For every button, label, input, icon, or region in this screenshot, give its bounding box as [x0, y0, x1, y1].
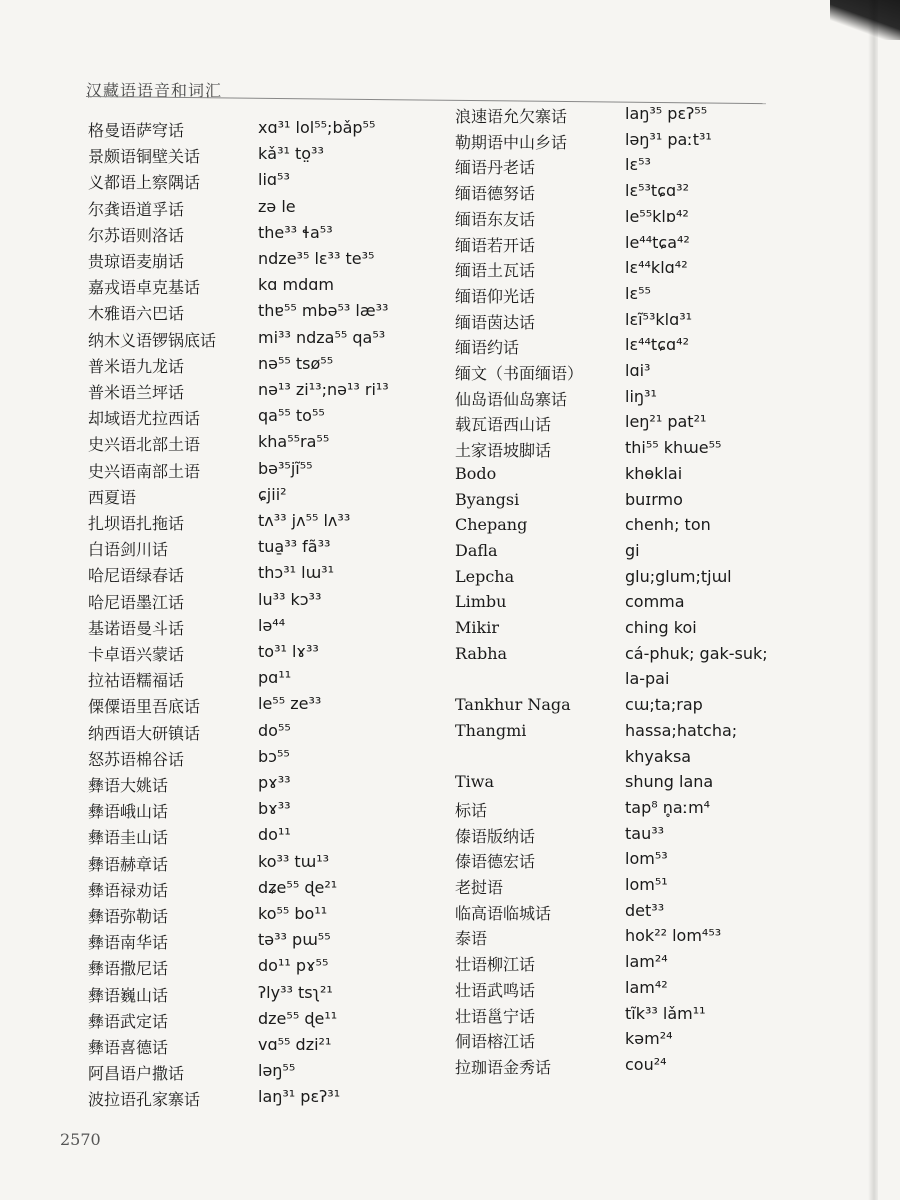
- language-name: Chepang: [455, 515, 528, 535]
- word-form: khyaksa: [625, 746, 692, 766]
- word-form: xɑ³¹ lol⁵⁵;bǎp⁵⁵: [258, 118, 376, 137]
- language-name: 纳西语大研镇话: [88, 723, 201, 743]
- language-name: 格曼语萨穹话: [88, 121, 185, 140]
- word-form: lɛ⁴⁴klɑ⁴²: [625, 258, 688, 278]
- language-name: 彝语大姚话: [88, 776, 169, 795]
- language-name: 拉祜语糯福话: [88, 671, 185, 691]
- word-form: le⁵⁵ ze³³: [258, 694, 322, 714]
- language-name: 侗语榕江话: [455, 1032, 536, 1052]
- language-name: 勒期语中山乡话: [455, 132, 568, 152]
- language-name: 基诺语曼斗话: [88, 618, 185, 638]
- word-form: ɕjii²: [258, 484, 287, 504]
- language-name: Limbu: [455, 592, 507, 612]
- language-name: 西夏语: [88, 487, 137, 507]
- word-form: shung lana: [625, 772, 714, 792]
- word-form: gi: [625, 540, 640, 560]
- language-name: 缅语仰光话: [455, 286, 536, 306]
- word-form: lɛ⁴⁴tɕɑ⁴²: [625, 335, 689, 355]
- word-form: tua̱³³ fã³³: [258, 537, 331, 557]
- word-form: glu;glum;tjɯl: [625, 566, 732, 586]
- word-form: nə¹³ zi¹³;nə¹³ ri¹³: [258, 380, 389, 399]
- language-name: 彝语峨山话: [88, 802, 169, 822]
- word-form: kǎ³¹ to̤³³: [258, 144, 324, 164]
- language-name: 缅文（书面缅语）: [455, 364, 584, 383]
- word-form: lɛ⁵³tɕɑ³²: [625, 181, 689, 201]
- language-name: 缅语东友话: [455, 209, 536, 229]
- language-name: Mikir: [455, 618, 499, 637]
- word-form: buɪrmo: [625, 489, 683, 509]
- language-name: 普米语兰坪话: [88, 383, 185, 402]
- word-form: do⁵⁵: [258, 720, 291, 740]
- page-corner-shadow: [830, 0, 900, 40]
- word-form: vɑ⁵⁵ dzi²¹: [258, 1035, 332, 1054]
- language-name: 波拉语孔家寨话: [88, 1090, 201, 1110]
- language-name: 傣语德宏话: [455, 852, 536, 872]
- language-name: 怒苏语棉谷话: [88, 749, 185, 769]
- word-form: ko³³ tɯ¹³: [258, 851, 330, 871]
- word-form: thɔ³¹ lɯ³¹: [258, 563, 334, 583]
- language-name: 缅语土瓦话: [455, 261, 536, 281]
- word-form: ndze³⁵ lɛ³³ te³⁵: [258, 249, 375, 268]
- language-name: 哈尼语墨江话: [88, 592, 185, 612]
- left-column: [88, 118, 418, 1110]
- language-name: 临高语临城话: [455, 903, 552, 923]
- word-form: kəm²⁴: [625, 1029, 673, 1049]
- language-name: 普米语九龙话: [88, 356, 185, 376]
- language-name: 木雅语六巴话: [88, 304, 185, 324]
- word-form: thɐ⁵⁵ mbə⁵³ læ³³: [258, 301, 389, 321]
- word-form: to³¹ lɤ³³: [258, 642, 319, 661]
- language-name: 史兴语北部土语: [88, 435, 201, 455]
- right-column: [455, 104, 815, 1094]
- word-form: mi³³ ndza⁵⁵ qa⁵³: [258, 327, 386, 347]
- language-name: 缅语德努话: [455, 184, 536, 204]
- language-name: 彝语武定话: [88, 1011, 169, 1031]
- word-form: liŋ³¹: [625, 386, 657, 406]
- word-form: ʔly³³ tsʅ²¹: [258, 982, 333, 1002]
- word-form: kha⁵⁵ra⁵⁵: [258, 432, 330, 452]
- word-form: lam²⁴: [625, 952, 668, 972]
- language-name: 彝语圭山话: [88, 828, 169, 848]
- word-form: qa⁵⁵ to⁵⁵: [258, 406, 325, 426]
- language-name: 缅语茵达话: [455, 312, 536, 332]
- word-form: liɑ⁵³: [258, 170, 290, 190]
- word-form: lə⁴⁴: [258, 615, 286, 635]
- language-name: 史兴语南部土语: [88, 461, 201, 481]
- word-form: cou²⁴: [625, 1054, 667, 1074]
- language-name: Tiwa: [455, 772, 495, 792]
- language-name: 尔苏语则洛话: [88, 225, 185, 245]
- language-name: 彝语禄劝话: [88, 880, 169, 900]
- word-form: cá-phuk; gak-suk;: [625, 643, 768, 663]
- word-form: lɛĩ⁵³klɑ³¹: [625, 309, 693, 329]
- language-name: Dafla: [455, 540, 498, 560]
- language-name: 老挝语: [455, 878, 504, 897]
- word-form: thi⁵⁵ khɯe⁵⁵: [625, 438, 722, 458]
- word-form: lom⁵¹: [625, 875, 668, 894]
- language-name: 仙岛语仙岛寨话: [455, 389, 568, 409]
- word-form: dʑe⁵⁵ ɖe²¹: [258, 877, 338, 897]
- language-name: 彝语喜德话: [88, 1038, 169, 1057]
- word-form: le⁵⁵klɒ⁴²: [625, 206, 689, 226]
- language-name: 却域语尤拉西话: [88, 409, 201, 429]
- language-name: 彝语巍山话: [88, 985, 169, 1005]
- language-name: 义都语上察隅话: [88, 173, 201, 193]
- word-form: do¹¹: [258, 825, 291, 845]
- language-name: 扎坝语扎拖话: [88, 514, 185, 533]
- word-form: kɑ mdɑm: [258, 275, 334, 295]
- language-name: 缅语约话: [455, 338, 520, 358]
- language-name: 壮语武鸣话: [455, 980, 536, 1000]
- language-name: 纳木义语锣锅底话: [88, 330, 217, 350]
- word-form: tʌ³³ jʌ⁵⁵ lʌ³³: [258, 511, 351, 530]
- word-form: bɔ⁵⁵: [258, 746, 290, 766]
- word-form: lɛ⁵⁵: [625, 283, 651, 303]
- language-name: 壮语邕宁话: [455, 1006, 536, 1026]
- word-form: the³³ ɬa⁵³: [258, 222, 333, 242]
- language-name: 卡卓语兴蒙话: [88, 645, 185, 664]
- language-name: 傈僳语里吾底话: [88, 697, 201, 717]
- word-form: tĩk³³ lǎm¹¹: [625, 1003, 706, 1023]
- word-form: comma: [625, 592, 685, 612]
- word-form: lɑi³: [625, 361, 651, 380]
- word-form: hok²² lom⁴⁵³: [625, 926, 722, 946]
- language-name: 缅语若开话: [455, 235, 536, 255]
- word-form: lam⁴²: [625, 977, 668, 997]
- word-form: nə⁵⁵ tsø⁵⁵: [258, 353, 334, 373]
- page-spine-shadow: [868, 0, 878, 1200]
- word-form: pɑ¹¹: [258, 668, 292, 688]
- word-form: bɤ³³: [258, 799, 291, 819]
- language-name: Bodo: [455, 463, 497, 483]
- word-form: tap⁸ n̥aːm⁴: [625, 797, 711, 817]
- word-form: tə³³ pɯ⁵⁵: [258, 930, 331, 950]
- language-name: Tankhur Naga: [455, 695, 571, 715]
- page-number: 2570: [60, 1130, 101, 1149]
- language-name: Thangmi: [455, 720, 527, 740]
- word-form: hassa;hatcha;: [625, 720, 738, 740]
- word-form: tau³³: [625, 823, 665, 843]
- language-name: 哈尼语绿春话: [88, 566, 185, 586]
- language-name: 景颇语铜壁关话: [88, 147, 201, 167]
- word-form: zə le: [258, 196, 296, 216]
- word-form: laŋ³⁵ pɛʔ⁵⁵: [625, 104, 708, 123]
- language-name: 彝语撒尼话: [88, 959, 169, 979]
- word-form: dze⁵⁵ ɖe¹¹: [258, 1008, 338, 1028]
- word-form: det³³: [625, 900, 665, 920]
- word-form: do¹¹ pɤ⁵⁵: [258, 956, 329, 976]
- language-name: 阿昌语户撒话: [88, 1064, 185, 1084]
- language-name: 拉珈语金秀话: [455, 1057, 552, 1077]
- word-form: ching koi: [625, 618, 697, 637]
- word-form: chenh; ton: [625, 515, 711, 535]
- word-form: cɯ;ta;rap: [625, 695, 703, 715]
- language-name: Lepcha: [455, 566, 515, 586]
- word-form: lǝŋ⁵⁵: [258, 1061, 296, 1081]
- word-form: laŋ³¹ pɛʔ³¹: [258, 1087, 341, 1107]
- language-name: Byangsi: [455, 489, 520, 509]
- word-form: pɤ³³: [258, 773, 291, 792]
- language-name: 标话: [455, 800, 488, 820]
- word-form: lǝŋ³¹ paːt³¹: [625, 129, 712, 149]
- language-name: 土家语坡脚话: [455, 441, 552, 461]
- word-form: lom⁵³: [625, 849, 668, 869]
- word-form: bə³⁵jĩ⁵⁵: [258, 458, 313, 478]
- language-name: 彝语赫章话: [88, 854, 169, 874]
- word-form: la-pai: [625, 669, 670, 689]
- language-name: 缅语丹老话: [455, 158, 536, 178]
- language-name: Rabha: [455, 643, 508, 663]
- language-name: 白语剑川话: [88, 540, 169, 560]
- language-name: 载瓦语西山话: [455, 415, 552, 435]
- language-name: 彝语南华话: [88, 933, 169, 953]
- word-form: lu³³ kɔ³³: [258, 589, 322, 609]
- language-name: 尔龚语道孚话: [88, 199, 185, 219]
- language-name: 贵琼语麦崩话: [88, 252, 185, 271]
- language-name: 嘉戎语卓克基话: [88, 278, 201, 298]
- word-form: ko⁵⁵ bo¹¹: [258, 904, 328, 923]
- language-name: 彝语弥勒话: [88, 907, 169, 926]
- language-name: 壮语柳江话: [455, 955, 536, 975]
- running-header: 汉藏语语音和词汇: [86, 81, 223, 100]
- word-form: lɛ⁵³: [625, 155, 651, 175]
- language-name: 浪速语允欠寨话: [455, 107, 568, 126]
- language-name: 泰语: [455, 929, 488, 949]
- word-form: leŋ²¹ pat²¹: [625, 412, 707, 432]
- language-name: 傣语版纳话: [455, 826, 536, 846]
- word-form: khɵklai: [625, 463, 683, 483]
- word-form: le⁴⁴tɕa⁴²: [625, 232, 690, 252]
